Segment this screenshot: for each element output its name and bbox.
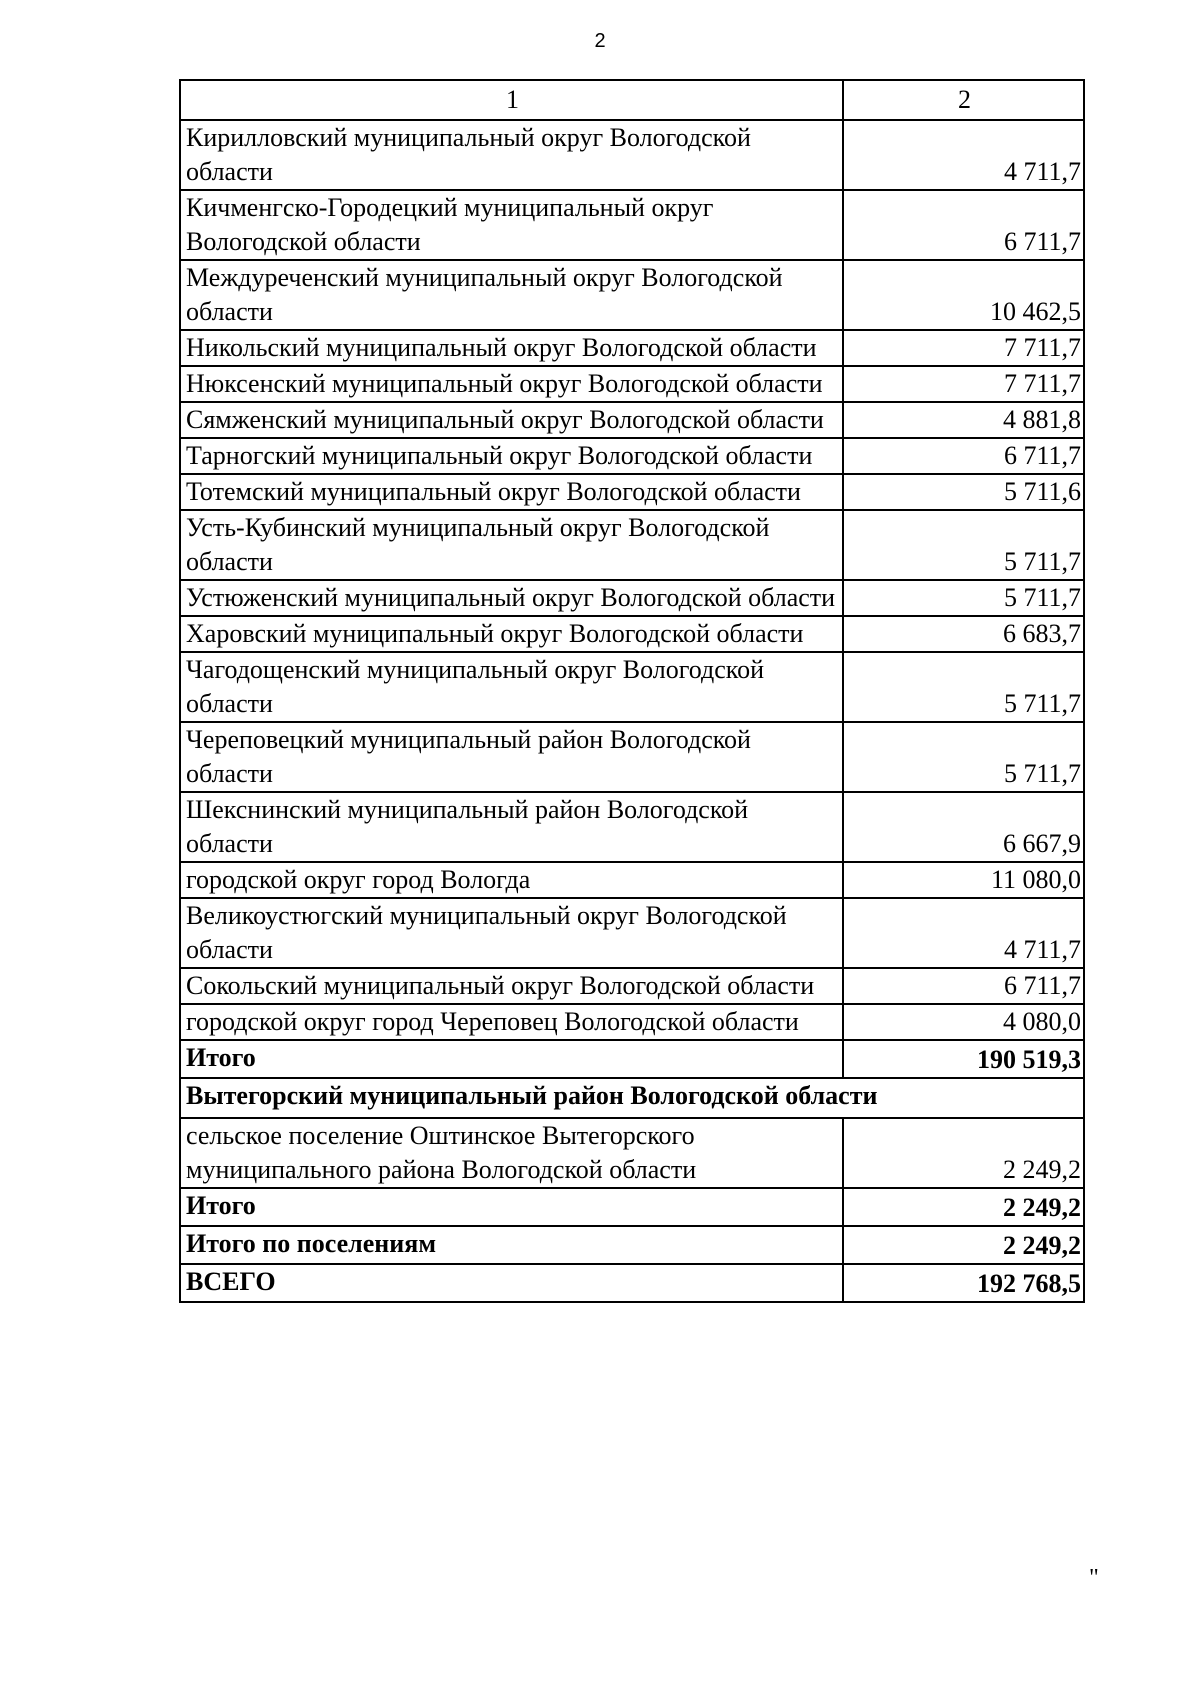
table-row	[180, 510, 1084, 580]
row-label: Итого по поселениям	[180, 1226, 843, 1264]
subtotal-row	[180, 1040, 1084, 1078]
row-value: 2 249,2	[843, 1188, 1084, 1226]
row-value: 4 711,7	[843, 120, 1084, 190]
table-row	[180, 330, 1084, 366]
column-header-2: 2	[843, 80, 1084, 120]
row-label: Вытегорский муниципальный район Вологодской области	[180, 1078, 1084, 1118]
table-row	[180, 968, 1084, 1004]
table-row	[180, 652, 1084, 722]
row-value: 10 462,5	[843, 260, 1084, 330]
row-label: Тарногский муниципальный округ Вологодской области	[180, 438, 843, 474]
table-row	[180, 260, 1084, 330]
table-row	[180, 580, 1084, 616]
page-number: 2	[594, 30, 606, 52]
subtotal-row	[180, 1188, 1084, 1226]
row-value: 7 711,7	[843, 330, 1084, 366]
row-value: 11 080,0	[843, 862, 1084, 898]
section-title-row	[180, 1078, 1084, 1118]
row-value: 192 768,5	[843, 1264, 1084, 1302]
allocation-table	[179, 79, 1085, 1303]
column-header-1: 1	[180, 80, 843, 120]
grand-total-row	[180, 1264, 1084, 1302]
row-label: Итого	[180, 1040, 843, 1078]
row-label: Шекснинский муниципальный район Вологодской области	[180, 792, 843, 862]
table-row	[180, 474, 1084, 510]
table-row	[180, 862, 1084, 898]
row-label: Кичменгско-Городецкий муниципальный округ Вологодской области	[180, 190, 843, 260]
row-label: Сямженский муниципальный округ Вологодской области	[180, 402, 843, 438]
row-label: Кирилловский муниципальный округ Вологодской области	[180, 120, 843, 190]
row-label: Устюженский муниципальный округ Вологодской области	[180, 580, 843, 616]
row-value: 6 711,7	[843, 438, 1084, 474]
row-value: 5 711,7	[843, 652, 1084, 722]
row-label: сельское поселение Оштинское Вытегорского муниципального района Вологодской области	[180, 1118, 843, 1188]
row-value: 5 711,7	[843, 510, 1084, 580]
table-row	[180, 438, 1084, 474]
row-value: 5 711,7	[843, 580, 1084, 616]
table-row	[180, 792, 1084, 862]
row-value: 2 249,2	[843, 1118, 1084, 1188]
row-value: 6 683,7	[843, 616, 1084, 652]
row-value: 2 249,2	[843, 1226, 1084, 1264]
row-value: 6 711,7	[843, 968, 1084, 1004]
row-value: 4 080,0	[843, 1004, 1084, 1040]
row-label: Никольский муниципальный округ Вологодской области	[180, 330, 843, 366]
row-value: 6 667,9	[843, 792, 1084, 862]
row-value: 7 711,7	[843, 366, 1084, 402]
row-label: Итого	[180, 1188, 843, 1226]
row-value: 4 881,8	[843, 402, 1084, 438]
row-label: Усть-Кубинский муниципальный округ Вологодской области	[180, 510, 843, 580]
row-value: 190 519,3	[843, 1040, 1084, 1078]
table-header-row	[180, 80, 1084, 120]
table-row	[180, 190, 1084, 260]
table-row	[180, 616, 1084, 652]
row-label: Нюксенский муниципальный округ Вологодской области	[180, 366, 843, 402]
row-label: городской округ город Вологда	[180, 862, 843, 898]
table-row	[180, 366, 1084, 402]
row-label: Сокольский муниципальный округ Вологодской области	[180, 968, 843, 1004]
row-value: 5 711,7	[843, 722, 1084, 792]
row-value: 4 711,7	[843, 898, 1084, 968]
row-value: 5 711,6	[843, 474, 1084, 510]
row-label: Череповецкий муниципальный район Вологодской области	[180, 722, 843, 792]
row-label: Тотемский муниципальный округ Вологодской области	[180, 474, 843, 510]
row-label: Междуреченский муниципальный округ Вологодской области	[180, 260, 843, 330]
row-value: 6 711,7	[843, 190, 1084, 260]
settlements-total-row	[180, 1226, 1084, 1264]
table-row	[180, 1004, 1084, 1040]
row-label: Великоустюгский муниципальный округ Вологодской области	[180, 898, 843, 968]
row-label: ВСЕГО	[180, 1264, 843, 1302]
table-row	[180, 120, 1084, 190]
table-row	[180, 1118, 1084, 1188]
table-row	[180, 898, 1084, 968]
row-label: городской округ город Череповец Вологодской области	[180, 1004, 843, 1040]
row-label: Чагодощенский муниципальный округ Вологодской области	[180, 652, 843, 722]
closing-quote-mark: "	[1089, 1565, 1099, 1591]
row-label: Харовский муниципальный округ Вологодской области	[180, 616, 843, 652]
table-row	[180, 402, 1084, 438]
table-row	[180, 722, 1084, 792]
